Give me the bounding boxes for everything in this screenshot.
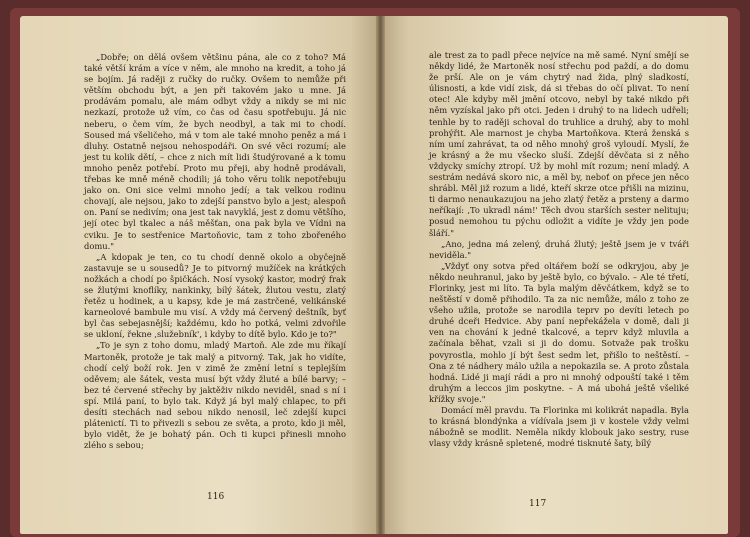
left-paragraph-1: „Dobře; on dělá ovšem většinu pána, ale co z toho? Má také větší krám a více v něm, ale mnoho na kredit, a toho já se bojím. Já raději z ručky do ručky. Ovšem to nemůže při větším obchodu být, a jen při takovém jako u mne. Já prodávám pomalu, ale mám odbyt vždy a nikdy se mi nic nezkazí, protože už vím, co čas od času spotřebuju. Já nic neberu, o čem vím, že bych neodbyl, a tak mi to chodí. Soused má všeličeho, má v tom ale také mnoho peněz a má i dluhy. Ostatně nejsou nehospodáři. On své věci rozumí; ale jest tu kolik dětí, – chce z nich mít lidi študýrované a k tomu mnoho peněz potřebí. Proto mu přeji, aby hodně prodávali, třebas ke mně méně chodili; já toho věru tolik nepotřebuju jako on. Oni sice velmi mnoho jedí; a tak velkou rodinu chovají, ale nejsou, jako to zdejší panstvo bylo a jest; alespoň on. Paní se nedivím; ona jest tak navyklá, jest z domu většího, její otec byl tkalec a náš měšťan, ona pak byla ve Vídni na cviku. Je to sestřenice Martoňovic, tam z toho zbořeného domu." <box>84 52 346 251</box>
left-page-number: 116 <box>207 492 225 502</box>
right-page <box>381 16 728 534</box>
left-page <box>20 16 379 534</box>
right-paragraph-2: „Ano, jedna má zelený, druhá žlutý; ještě jsem je v tváři neviděla." <box>429 238 689 260</box>
right-paragraph-1: ale trest za to padl přece nejvíce na mě samé. Nyní smějí se někdy lidé, že Martoněk nosí střechu pod paždí, a do domu že prší. Ale on je vám chytrý nad žida, plný sladkostí, úlisnosti, a kde vidí zisk, dá si třebas do očí plivat. To není otec! Ale kdyby měl jmění otcovo, nebyl by také nikdo při něm vyzískal jako při otci. Jeden i druhý to na lidech udřeli; tenhle by to raději schoval do truhlice a druhý, aby to mohl prohýřit. Ale marnost je chyba Martoňkova. Která ženská s ním umí zahrávat, ta od něho mnohý groš vyloudí. Myslí, že je krásný a že mu všecko sluší. Zdejší děvčata si z něho vždycky smíchy ztropí. Už by mohl mít rozum; není mladý. A sestrám nedává skoro nic, a měl by, neboť on přece jen něco shrábl. Měl již rozum a lidé, kteří skrze otce přišli na mizinu, ti darmo nenaukazujou na jeho zlatý řetěz a prsteny a darmo neříkají: ‚To ukradl nám!' Těch dvou starších sester nelituju; posud nemohou tu pýchu odložit a vidíte je vždy jen pode šláří." <box>429 50 689 238</box>
book-gutter <box>376 16 385 534</box>
right-paragraph-3: „Vždyť ony sotva před oltářem boží se odkryjou, aby je někdo neuhranul, jako by ještě bylo, co bývalo. – Ale té třetí, Florinky, jest mi líto. Ta byla malým děvčátkem, když se to neštěstí v domě přihodilo. Ta za nic nemůže, málo z toho ze všeho užila, protože se narodila teprv po devíti letech po druhé dceři Hedvice. Aby paní nepřekážela v domě, dali ji ven na chování k jedné tkalcové, a teprv když mluvila a začínala běhat, vzali si ji do domu. Sotvaže pak trošku povyrostla, mohlo jí být šest sedm let, přišlo to neštěstí. – Ona z té nádhery málo užila a nepokazila se. A proto zůstala hodná. Lidé ji mají rádi a pro ni mnohý odpouští také i těm druhým a leccos jim poskytne. – A má ubohá ještě všeliké křížky svoje." <box>429 260 689 404</box>
right-page-text <box>429 50 689 449</box>
left-page-text <box>84 52 346 451</box>
left-paragraph-2: „A kdopak je ten, co tu chodí denně okolo a obyčejně zastavuje se u sousedů? Je to pitvorný mužíček na krátkých nožkách a chodí po špičkách. Nosí vysoký kastor, modrý frak se žlutými knoflíky, nankinky, bílý šátek, žlutou vestu, zlatý řetěz u hodinek, a u kapsy, kde je má zastrčené, velikánské karneolové bambule mu visí. A vždy má červený deštník, byť byl čas sebejasnější; každému, kdo ho potká, velmi zdvořile se ukloní, řekne ‚služebník', i kdyby to dítě bylo. Kdo je to?" <box>84 251 346 340</box>
right-paragraph-4: Domácí měl pravdu. Ta Florinka mi kolikrát napadla. Byla to krásná blondýnka a vídívala jsem ji v kostele vždy velmi nábožně se modlit. Neměla nikdy klobouk jako sestry, ruse vlasy vždy krásně spletené, modré tisknuté šaty, bílý <box>429 405 689 449</box>
right-page-number: 117 <box>529 499 547 509</box>
left-paragraph-3: „To je syn z toho domu, mladý Martoň. Ale zde mu říkají Martoněk, protože je tak malý a pitvorný. Tak, jak ho vidíte, chodí celý boží rok. Jen v zimě že změní letní s teplejším oděvem; ale šátek, vesta musí být vždy žluté a bílé barvy; – bez té červené střechy by jaktěživ nikdo neviděl, snad s ní i spí. Milá paní, to bylo tak. Když já byl malý chlapec, to při desíti stechách nad sebou nikdo nenosil, leč zdejší kupci plátenictí. Ti to přivezli s sebou ze světa, a proto, kdo ji měl, bylo vidět, že je bohatý pán. Och ti kupci přinesli mnoho zlého s sebou; <box>84 340 346 451</box>
